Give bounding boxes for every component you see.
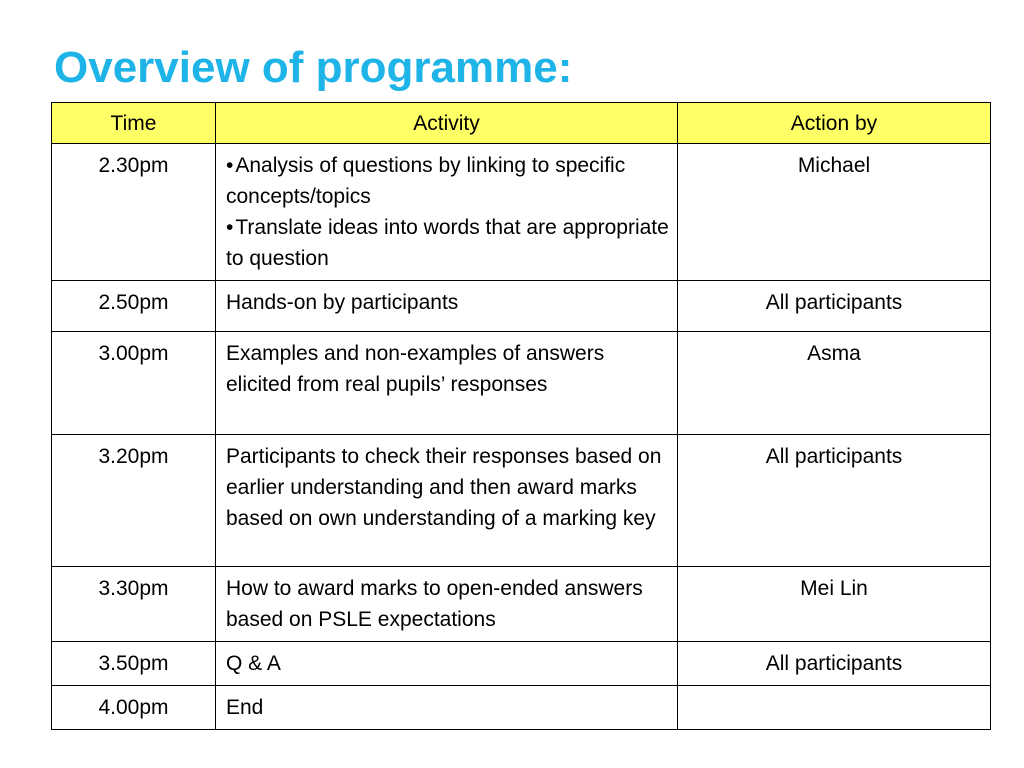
programme-table — [51, 102, 991, 730]
activity-cell: Participants to check their responses based on earlier understanding and then award marks based on own understanding of a marking key — [216, 435, 678, 567]
bullet-icon: • — [226, 154, 234, 177]
table-row — [52, 281, 991, 332]
table-row — [52, 332, 991, 435]
time-cell: 4.00pm — [52, 686, 216, 730]
time-cell: 2.30pm — [52, 144, 216, 281]
table-row — [52, 435, 991, 567]
table-row — [52, 686, 991, 730]
activity-cell: Q & A — [216, 642, 678, 686]
time-cell: 2.50pm — [52, 281, 216, 332]
activity-cell: How to award marks to open-ended answers based on PSLE expectations — [216, 567, 678, 642]
bullet-icon: • — [226, 216, 234, 239]
table-row — [52, 642, 991, 686]
activity-bullet-item — [226, 150, 669, 212]
table-row — [52, 567, 991, 642]
table-header-row — [52, 103, 991, 144]
table-row — [52, 144, 991, 281]
action-by-cell: Mei Lin — [678, 567, 991, 642]
activity-cell: Examples and non-examples of answers elicited from real pupils’ responses — [216, 332, 678, 435]
action-by-cell: All participants — [678, 281, 991, 332]
activity-bullet-item — [226, 212, 669, 274]
time-cell: 3.00pm — [52, 332, 216, 435]
header-activity: Activity — [216, 103, 678, 144]
action-by-cell: All participants — [678, 642, 991, 686]
activity-cell: End — [216, 686, 678, 730]
time-cell: 3.30pm — [52, 567, 216, 642]
time-cell: 3.50pm — [52, 642, 216, 686]
slide-title: Overview of programme: — [54, 43, 573, 92]
header-action-by: Action by — [678, 103, 991, 144]
time-cell: 3.20pm — [52, 435, 216, 567]
header-time: Time — [52, 103, 216, 144]
activity-bullet-text: Translate ideas into words that are appropriate to question — [226, 216, 669, 270]
action-by-cell — [678, 686, 991, 730]
action-by-cell: Michael — [678, 144, 991, 281]
activity-bullet-text: Analysis of questions by linking to specific concepts/topics — [226, 154, 626, 208]
activity-cell: Hands-on by participants — [216, 281, 678, 332]
action-by-cell: Asma — [678, 332, 991, 435]
action-by-cell: All participants — [678, 435, 991, 567]
activity-cell — [216, 144, 678, 281]
